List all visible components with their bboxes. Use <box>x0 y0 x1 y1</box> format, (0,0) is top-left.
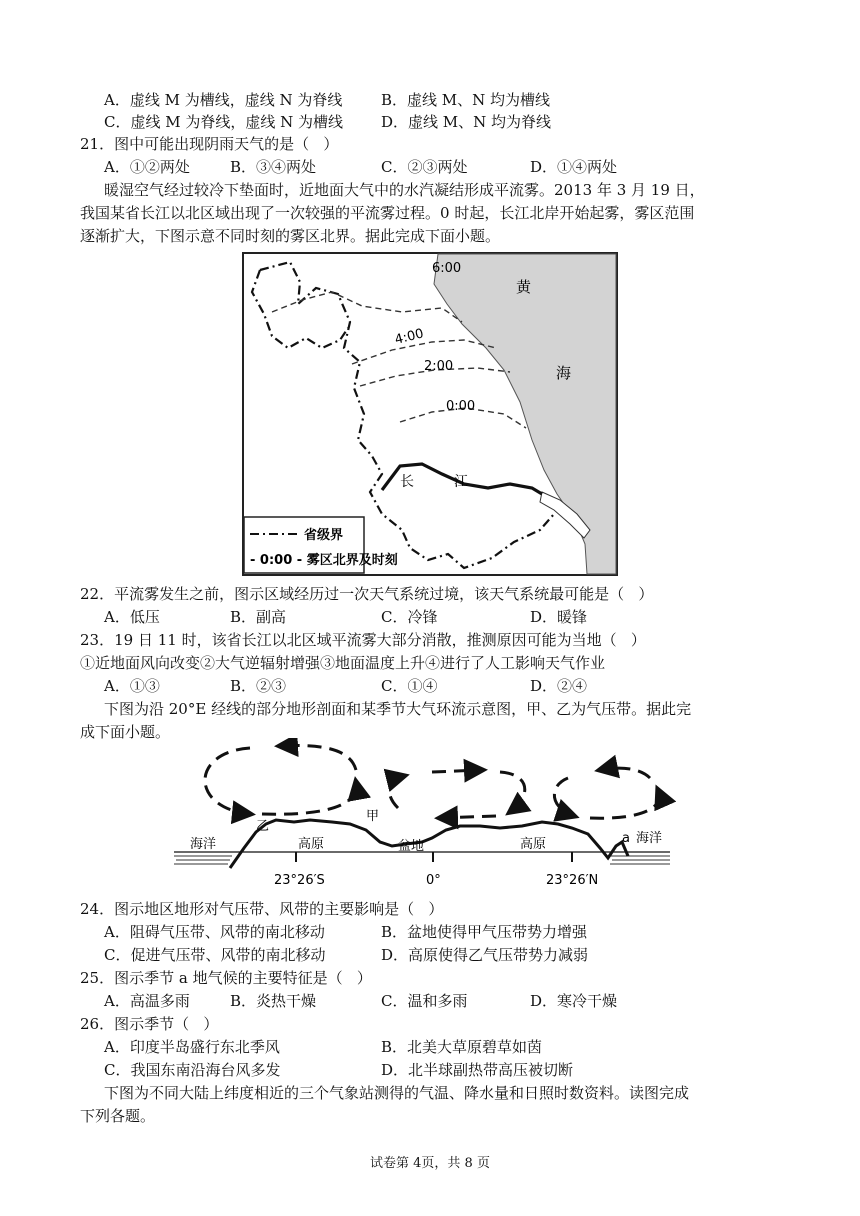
q23-option-b: B．②③ <box>230 677 287 695</box>
passage-fog-line1: 暖湿空气经过较冷下垫面时，近地面大气中的水汽凝结形成平流雾。2013 年 3 月 19 日， <box>104 181 705 199</box>
q22-stem: 22．平流雾发生之前，图示区域经历过一次天气系统过境，该天气系统最可能是（ ） <box>80 585 654 603</box>
q26-option-b: B．北美大草原碧草如茵 <box>381 1038 543 1056</box>
fog-map <box>242 252 618 576</box>
q24-option-d: D．高原使得乙气压带势力减弱 <box>381 946 589 964</box>
legend-province-label: 省级界 <box>304 528 344 543</box>
passage-profile-line1: 下图为沿 20°E 经线的部分地形剖面和某季节大气环流示意图，甲、乙为气压带。据此完 <box>104 700 692 718</box>
lat-label-n: 23°26′N <box>546 873 599 888</box>
circulation-cell-right <box>554 768 659 818</box>
time-label-4: 4:00 <box>393 326 426 348</box>
q25-option-a: A．高温多雨 <box>104 992 190 1010</box>
passage-last-line2: 下列各题。 <box>80 1107 156 1125</box>
circulation-cell-middle <box>389 770 524 818</box>
q21-stem: 21．图中可能出现阴雨天气的是（ ） <box>80 135 339 153</box>
q20-option-a: A．虚线 M 为槽线，虚线 N 为脊线 <box>104 91 343 109</box>
lat-label-s: 23°26′S <box>274 873 325 888</box>
q21-option-c: C．②③两处 <box>381 158 468 176</box>
q21-option-b: B．③④两处 <box>230 158 317 176</box>
q23-items: ①近地面风向改变②大气逆辐射增强③地面温度上升④进行了人工影响天气作业 <box>80 654 606 672</box>
q24-option-a: A．阻碍气压带、风带的南北移动 <box>104 923 325 941</box>
lat-label-0: 0° <box>426 873 441 888</box>
passage-fog-line3: 逐渐扩大，下图示意不同时刻的雾区北界。据此完成下面小题。 <box>80 227 501 245</box>
plateau-label-right: 高原 <box>520 837 547 852</box>
q26-option-c: C．我国东南沿海台风多发 <box>104 1061 281 1079</box>
ocean-label-left: 海洋 <box>190 837 217 852</box>
q24-option-c: C．促进气压带、风带的南北移动 <box>104 946 326 964</box>
q26-option-d: D．北半球副热带高压被切断 <box>381 1061 574 1079</box>
q25-option-c: C．温和多雨 <box>381 992 468 1010</box>
sea-label-2: 海 <box>556 364 572 382</box>
terrain-profile <box>230 820 628 868</box>
ocean-hatch-left <box>174 856 232 864</box>
label-a: a <box>622 831 630 846</box>
q25-option-d: D．寒冷干燥 <box>530 992 618 1010</box>
sea-label-1: 黄 <box>516 278 532 296</box>
q20-option-d: D．虚线 M、N 均为脊线 <box>381 113 552 131</box>
river-label-1: 长 <box>400 474 414 490</box>
q22-option-c: C．冷锋 <box>381 608 438 626</box>
q23-stem: 23．19 日 11 时，该省长江以北区域平流雾大部分消散，推测原因可能为当地（ ） <box>80 631 646 649</box>
circulation-cell-left <box>205 746 356 815</box>
q23-option-d: D．②④ <box>530 677 588 695</box>
basin-label: 盆地 <box>398 839 425 854</box>
time-label-2: 2:00 <box>424 359 454 374</box>
q26-option-a: A．印度半岛盛行东北季风 <box>104 1038 280 1056</box>
ocean-label-right: 海洋 <box>636 831 663 846</box>
label-jia: 甲 <box>366 809 380 824</box>
q25-option-b: B．炎热干燥 <box>230 992 317 1010</box>
passage-fog-line2: 我国某省长江以北区域出现了一次较强的平流雾过程。0 时起，长江北岸开始起雾，雾区范围 <box>80 204 695 222</box>
ocean-hatch-right <box>610 856 670 864</box>
q25-stem: 25．图示季节 a 地气候的主要特征是（ ） <box>80 969 372 987</box>
q20-option-c: C．虚线 M 为脊线，虚线 N 为槽线 <box>104 113 344 131</box>
q23-option-a: A．①③ <box>104 677 160 695</box>
river-label-2: 江 <box>454 474 468 490</box>
time-label-6: 6:00 <box>432 261 462 276</box>
q24-option-b: B．盆地使得甲气压带势力增强 <box>381 923 588 941</box>
q26-stem: 26．图示季节（ ） <box>80 1015 219 1033</box>
legend-fog-label: - 0:00 - 雾区北界及时刻 <box>250 553 398 568</box>
plateau-label-left: 高原 <box>298 837 325 852</box>
page-footer: 试卷第 4页，共 8 页 <box>370 1156 490 1171</box>
time-label-0: 0:00 <box>446 399 476 414</box>
q24-stem: 24．图示地区地形对气压带、风带的主要影响是（ ） <box>80 900 444 918</box>
label-yi: 乙 <box>256 819 270 834</box>
q22-option-b: B．副高 <box>230 608 287 626</box>
q22-option-a: A．低压 <box>104 608 160 626</box>
q21-option-d: D．①④两处 <box>530 158 618 176</box>
q22-option-d: D．暖锋 <box>530 608 588 626</box>
passage-profile-line2: 成下面小题。 <box>80 723 171 741</box>
q20-option-b: B．虚线 M、N 均为槽线 <box>381 91 551 109</box>
q23-option-c: C．①④ <box>381 677 438 695</box>
passage-last-line1: 下图为不同大陆上纬度相近的三个气象站测得的气温、降水量和日照时数资料。读图完成 <box>104 1084 690 1102</box>
profile-diagram <box>170 738 680 890</box>
q21-option-a: A．①②两处 <box>104 158 190 176</box>
